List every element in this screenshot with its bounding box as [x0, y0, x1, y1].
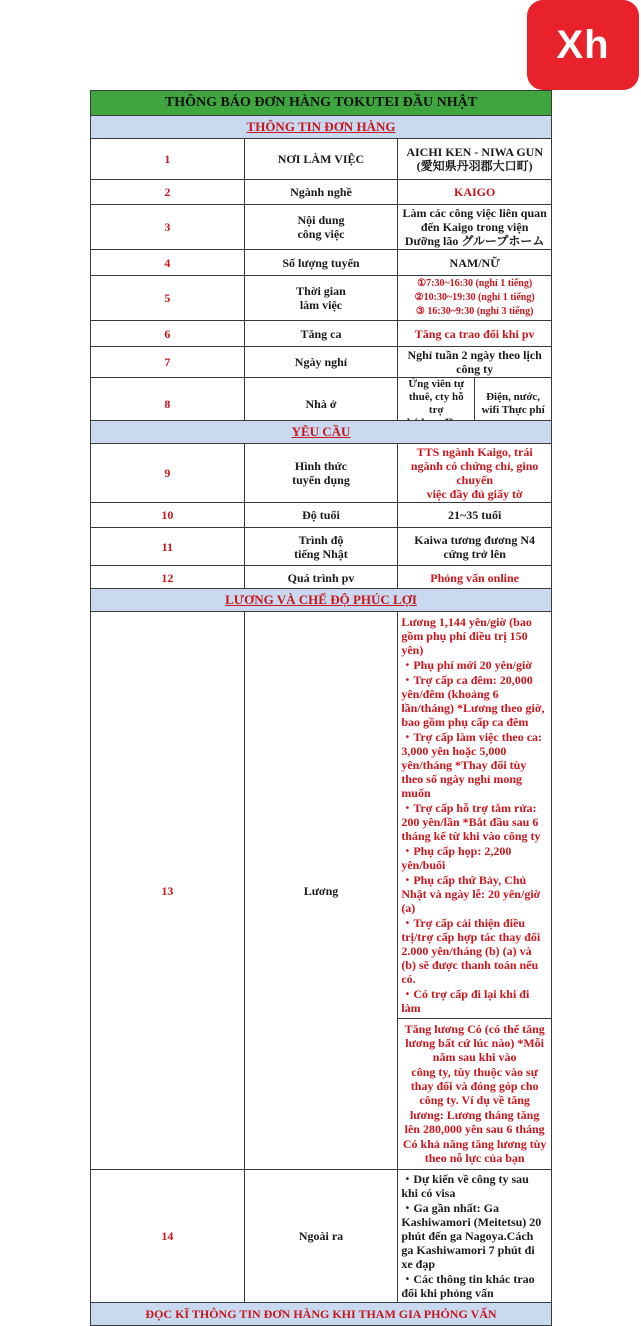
row-number: 5: [91, 276, 245, 321]
housing-support: Ứng viên tự thuê, cty hỗ trợ: [408, 378, 465, 416]
row-number: 7: [91, 347, 245, 378]
row-label: Số lượng tuyển: [244, 250, 398, 276]
table-row: [91, 444, 552, 503]
row-label: Trình độ tiếng Nhật: [244, 528, 398, 566]
table-row: [91, 321, 552, 347]
row-label: Thời gian làm việc: [244, 276, 398, 321]
row-label: Nhà ở: [244, 378, 398, 431]
table-row: [91, 276, 552, 321]
row-value: Làm các công việc liên quan đến Kaigo trong viện Dưỡng lão グループホーム: [398, 205, 552, 250]
table-row: [91, 250, 552, 276]
row-number: 6: [91, 321, 245, 347]
table-row: [91, 205, 552, 250]
row-number: 4: [91, 250, 245, 276]
row-value: Kaiwa tương đương N4 cứng trở lên: [398, 528, 552, 566]
row-number: 12: [91, 566, 245, 591]
order-info-table: [90, 90, 552, 431]
row-number: 14: [91, 1170, 245, 1303]
salary-benefits-table: [90, 588, 552, 1326]
row-label: Quá trình pv: [244, 566, 398, 591]
other-details: ・Dự kiến về công ty sau khi có visa ・Ga gần nhất: Ga Kashiwamori (Meitetsu) 20 phút đến ga Nagoya.Cách ga Kashiwamori 7 phút đi xe đạp ・Các thông tin khác trao đổi khi phỏng vấn: [398, 1170, 552, 1303]
row-label: Hình thức tuyển dụng: [244, 444, 398, 503]
row-value: Tăng ca trao đổi khi pv: [398, 321, 552, 347]
table-row: [91, 612, 552, 1170]
section-header-salary: LƯƠNG VÀ CHẾ ĐỘ PHÚC LỢI: [91, 589, 552, 612]
section-header-requirements: YÊU CẦU: [91, 421, 552, 444]
table-row: [91, 566, 552, 591]
salary-details: [398, 612, 552, 1170]
row-number: 10: [91, 503, 245, 528]
row-value: Nghỉ tuần 2 ngày theo lịch công ty: [398, 347, 552, 378]
row-number: 8: [91, 378, 245, 431]
row-value: KAIGO: [398, 180, 552, 205]
table-row: [91, 528, 552, 566]
row-number: 9: [91, 444, 245, 503]
row-value: AICHI KEN - NIWA GUN (愛知県丹羽郡大口町): [398, 139, 552, 180]
requirements-table: [90, 420, 552, 591]
row-value: ①7:30~16:30 (nghỉ 1 tiếng) ②10:30~19:30 (nghỉ 1 tiếng) ③ 16:30~9:30 (nghỉ 3 tiếng): [398, 276, 552, 321]
row-value: 21~35 tuổi: [398, 503, 552, 528]
row-label: Lương: [244, 612, 398, 1170]
row-label: Ngành nghề: [244, 180, 398, 205]
table-row: [91, 180, 552, 205]
salary-raise: Tăng lương Có (có thể tăng lương bất cứ lúc nào) *Mỗi năm sau khi vào công ty, tùy thuộc vào sự thay đổi và đóng góp cho công ty. Ví dụ về tăng lương: Lương tháng tăng lên 280,000 yên sau 6 tháng Có khả năng tăng lương tùy theo nỗ lực của bạn: [398, 1018, 551, 1168]
row-number: 3: [91, 205, 245, 250]
row-value: TTS ngành Kaigo, trái ngành có chứng chỉ, gino chuyển việc đầy đủ giấy tờ: [398, 444, 552, 503]
row-label: Ngoài ra: [244, 1170, 398, 1303]
housing-fees: Điện, nước, wifi Thực phí: [475, 378, 551, 430]
row-value: Phỏng vấn online: [398, 566, 552, 591]
table-row: [91, 503, 552, 528]
row-label: Độ tuổi: [244, 503, 398, 528]
salary-items: Lương 1,144 yên/giờ (bao gồm phụ phí điều trị 150 yên) ・Phụ phí mới 20 yên/giờ ・Trợ cấp ca đêm: 20,000 yên/đêm (khoảng 6 lần/tháng) *Lương theo giờ, bao gồm phụ cấp ca đêm ・Trợ cấp làm việc theo ca: 3,000 yên hoặc 5,000 yên/tháng *Thay đổi tùy theo số ngày nghỉ mong muốn ・Trợ cấp hỗ trợ tắm rửa: 200 yên/lần *Bắt đầu sau 6 tháng kể từ khi vào công ty ・Phụ cấp họp: 2,200 yên/buổi ・Phụ cấp thứ Bảy, Chủ Nhật và ngày lễ: 20 yên/giờ (a) ・Trợ cấp cải thiện điều trị/trợ cấp hợp tác thay đổi 2.000 yên/tháng (b) (a) và (b) sẽ được thanh toán nếu có. ・Có trợ cấp đi lại khi đi làm: [401, 615, 545, 1015]
row-number: 11: [91, 528, 245, 566]
row-number: 13: [91, 612, 245, 1170]
row-label: NƠI LÀM VIỆC: [244, 139, 398, 180]
footer-notice: ĐỌC KĨ THÔNG TIN ĐƠN HÀNG KHI THAM GIA PHỎNG VẤN: [91, 1303, 552, 1326]
document-title: THÔNG BÁO ĐƠN HÀNG TOKUTEI ĐẦU NHẬT: [91, 91, 552, 116]
section-header-order-info: THÔNG TIN ĐƠN HÀNG: [91, 116, 552, 139]
table-row: [91, 139, 552, 180]
row-number: 2: [91, 180, 245, 205]
row-label: Tăng ca: [244, 321, 398, 347]
row-value: NAM/NỮ: [398, 250, 552, 276]
row-label: Nội dung công việc: [244, 205, 398, 250]
row-label: Ngày nghỉ: [244, 347, 398, 378]
table-row: [91, 1170, 552, 1303]
row-number: 1: [91, 139, 245, 180]
brand-logo: Xh: [527, 0, 639, 90]
table-row: [91, 347, 552, 378]
